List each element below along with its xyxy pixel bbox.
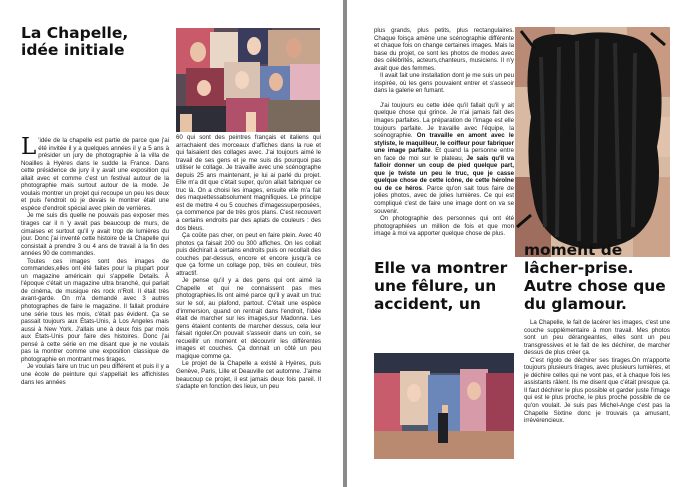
bold-span: On travaille en amont avec le styliste, le maquilleur, le coiffeur pour fabriquer une image parfaite	[374, 132, 514, 155]
paragraph: Ça coûte pas cher, on peut en faire plein. Avec 40 photos ça faisait 200 ou 300 affiches. On les collait puis déchirait à certains endroits puis on recollait des couches par-dessus, encore et encore jusqu'à ce que ça forme un collage pop, très en couleur, très attractif.	[176, 232, 321, 277]
photo-chapel-interior	[374, 353, 514, 459]
right-column-2	[524, 319, 670, 425]
pull-quote-left	[374, 259, 524, 313]
dropcap: L	[21, 134, 37, 160]
quote-line: une fêlure, un	[374, 277, 497, 295]
right-page	[347, 0, 690, 487]
paragraph: Le projet de la Chapelle a existé à Hyères, puis Genève, Paris, Lille et Deauville cet automne. J'aime beaucoup ce projet, il est jamais deux fois pareil. Il s'adapte en fonction des lieux, un peu	[176, 360, 321, 391]
chapel-interior-image	[374, 353, 514, 459]
paragraph: Je voulais faire un truc un peu différent et puis il y a une école de peinture qui s'appellait les affichistes dans les années	[21, 363, 169, 386]
paragraph: Il avait fait une installation dont je me suis un peu inspirée, où les gens pouvaient entrer et s'asseoir dans la galerie en fumant.	[374, 72, 514, 95]
right-column-1	[374, 27, 514, 238]
paragraph: Je pense qu'il y a des gens qui ont aimé la Chapelle et qui ne connaissent pas mes photographies.Ils ont aimé parce qu'il y avait un truc sur le sol, au plafond, partout. C'était une espèce d'immersion, quand on rentrait dans l'endroit, l'idée était de marcher sur les images,sur Madonna. Les gens étaient contents de marcher dessus, cela leur faisait rigoler.On pouvait s'asseoir dans un coin, se recueillir un moment et découvrir les différentes images et couches. Ça donnait un côté un peu magique comme ça.	[176, 277, 321, 360]
left-column-1	[21, 134, 169, 386]
paragraph: plus grands, plus petits, plus rectangulaires. Chaque foisça amène une scénographie différente et chaque fois on change certaines images. Mais la base du projet, ce sont les photos de modes avec des célébrités, acteurs,chanteurs, musiciens. Il n'y avait que des femmes.	[374, 27, 514, 72]
quote-line: Autre chose que	[524, 277, 666, 295]
paragraph: La Chapelle, le fait de lacérer les images, c'est une couche supplémentaire à mon travail. Mes photos sont un peu dérangeantes, elles sont un peu transgressives et le fait de les déchirer, de marcher dessus de plus créer ça.	[524, 319, 670, 357]
text-span: J'ai toujours eu cette idée qu'il fallait qu'il y ait quelque chose qui grince. Je n'ai jamais fait des images parfaites. La préparation de l'image est elle toujours parfaite. Je travaille avec l'équipe, la scénographie.	[374, 101, 514, 140]
text-span: . Et quand la personne entre en face de moi sur le plateau,	[374, 147, 515, 162]
article-title	[21, 25, 161, 59]
bold-span: Je sais qu'il va falloir donner un coup de pied quelque part, que je twiste un peu le truc, que je casse quelque chose de cette icône, de cette héroïne ou de ce héros	[374, 154, 514, 192]
text-span: . Parce qu'on sait tous faire de jolies photos, avec de jolies lumières. Ce qui est compliqué c'est de faire une image dont on va se souvenir.	[374, 184, 514, 215]
quote-line: du glamour.	[524, 295, 627, 313]
title-line-2: idée initiale	[21, 41, 125, 59]
paragraph	[374, 102, 514, 215]
quote-line: Elle va montrer	[374, 259, 508, 277]
quote-line: moment de	[524, 241, 623, 259]
paragraph: Toutes ces images sont des images de commandes,elles ont été faites pour la plupart pour un magazine américain qui s'appelle Details. À l'époque c'était un magazine ultra branché, qui parlait de cinéma, de musique rès rock n'Roll. Il était très avant-garde. On m'a demandé avec 3 autres photographes de faire le magazine. Il fallait produire une série tous les mois, c'était pas évident. Ça se passait toujours aux États-Unis, à Los Angeles mais aussi à New York. J'allais une à deux fois par mois aux États-Unis pour faire des histoires. Donc j'ai pensé à cette série en me disant que je ne voulais pas la montrer comme une exposition classique de photographie en montrant mes tirages.	[21, 257, 169, 363]
quote-line: accident, un	[374, 295, 481, 313]
photo-collage-installation	[176, 28, 320, 132]
photo-torn-poster	[515, 27, 670, 257]
left-page	[0, 0, 343, 487]
quote-line: lâcher-prise.	[524, 259, 634, 277]
paragraph-text: 'idée de la chapelle est partie de parce que j'ai été invitée il y a quelques années il y a 5 ans à présider un jury de photographie à la villa de Noailles à Hyères dans le sudde la France. Dans cette présidence de jury il y avait une exposition qui allait avec et comme c'est un festival autour de la photographie mais surtout autour de la mode. Je voulais montrer un projet qui recoupe un peu les deux et puis l'endroit où je devais le montrer était une espèce d'endroit spécial avec plein de verrières.	[21, 137, 169, 212]
paragraph: On photographie des personnes qui ont été photographiées un million de fois et que mon image à moi va apporter quelque chose de plus.	[374, 215, 514, 238]
paragraph	[21, 134, 169, 212]
left-column-2	[176, 134, 321, 391]
paragraph: 60 qui sont des peintres français et italiens qui arrachaient des morceaux d'affiches dans la rue et qui faisaient des collages avec. J'ai toujours aimé le travail de ses gens et je me suis dis pourquoi pas utiliser le collage. Je travaille avec une scénographe depuis 25 ans maintenant, je lui ai parlé du projet. Elle m'a dit que c'était super, qu'on allait fabriquer ce truc là. On a choisi les images, ensuite elle m'a fait des maquettessabsolument magnifiques. Le principe est de mettre 4 ou 5 couches d'imagessuperposées, ça commence par de très gros plans. C'est recouvert a certains endroits par des aplats de couleurs : des dos bleus.	[176, 134, 321, 232]
title-line-1: La Chapelle,	[21, 24, 129, 42]
paragraph: C'est rigolo de déchirer ses tirages.On m'apporte toujours plusieurs tirages, avec plusieurs lumières, et je déchire celles qui ne vont pas, et à chaque fois les assistants râlent. Ils me disent que c'était presque ça. Il faut déchirer le plus possible et garder juste l'image qui est le plus proche, le plus proche possible de ce qu'on voulait. Je suis pas Michel-Ange c'est pas la Chapelle Sixtine donc je trouvais ça amusant, irrévérencieux.	[524, 356, 670, 425]
collage-image	[176, 28, 320, 132]
paragraph: Je me suis dis quelle ne pouvais pas exposer mes tirages car il n 'y avait pas beaucoup de murs, de cimaises et surtout qu'il y avait trop de lumières du jour. Donc j'ai inventé cette histoire de la Chapelle qui consistait à prendre 3 ou 4 ans de travail à la fin des années 90 de commandes.	[21, 212, 169, 258]
torn-poster-image	[515, 27, 670, 257]
pull-quote-right	[524, 241, 674, 313]
